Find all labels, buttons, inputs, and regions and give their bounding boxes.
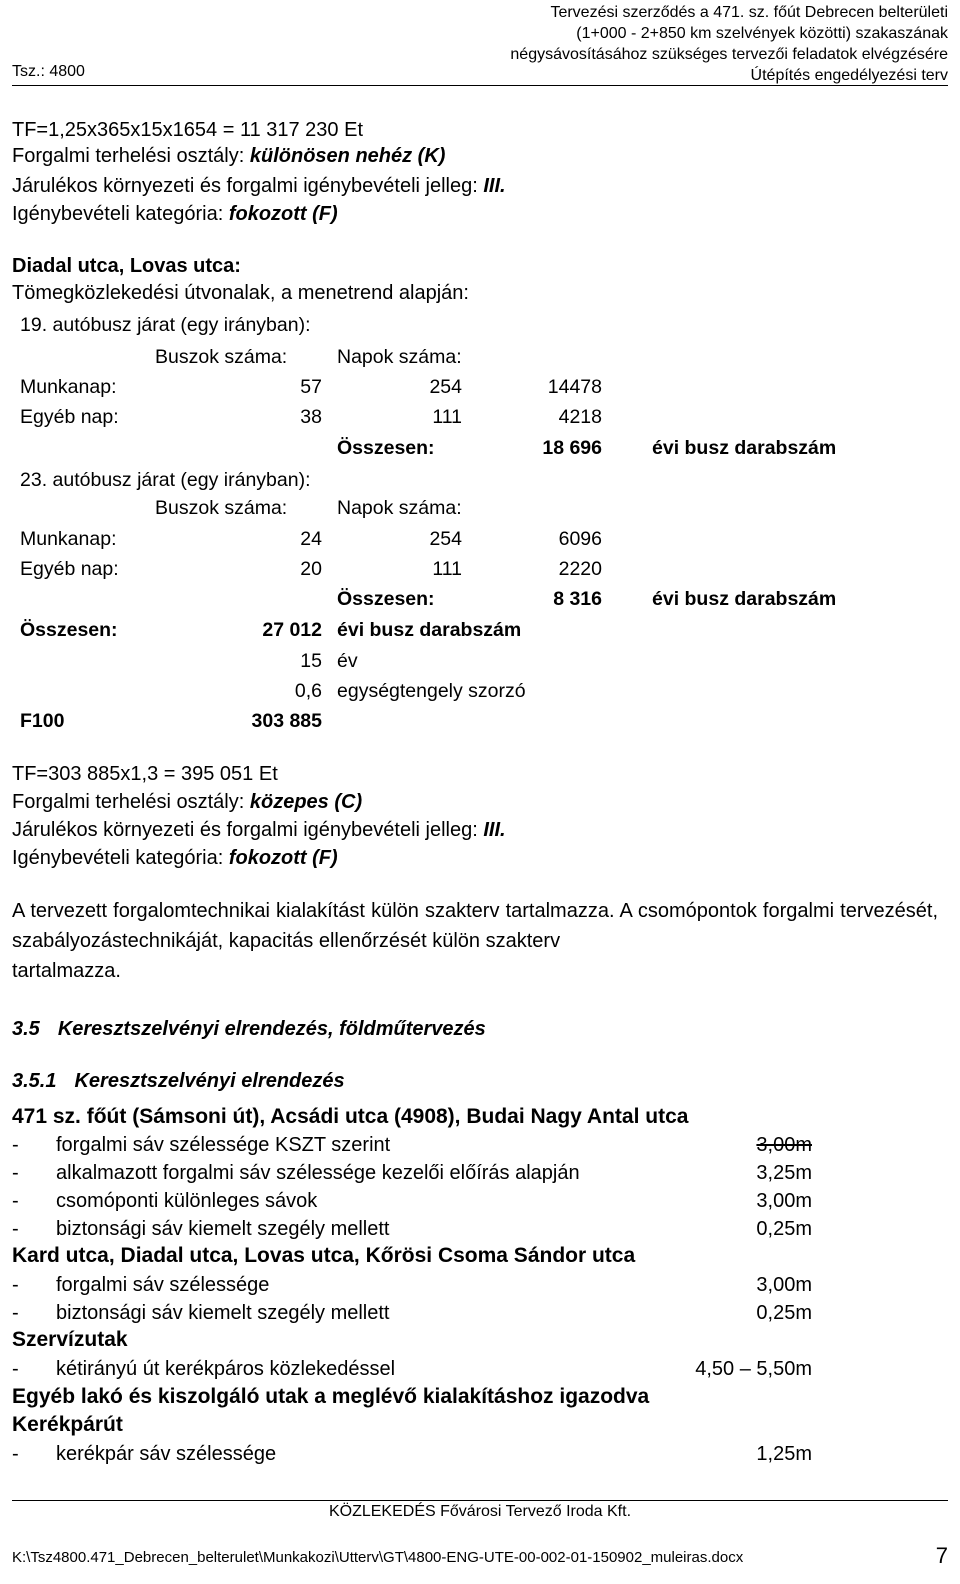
header-line: Útépítés engedélyezési terv xyxy=(750,67,948,84)
table-row: Egyéb nap: 38 111 4218 xyxy=(20,406,602,428)
env-class-value: III. xyxy=(483,819,506,841)
group-title-other: Egyéb lakó és kiszolgáló utak a meglévő kialakításhoz igazodva xyxy=(12,1385,650,1408)
route-23-header xyxy=(12,495,892,521)
col-days-header: Napok száma: xyxy=(337,346,462,368)
list-item: - kerékpár sáv szélessége 1,25m xyxy=(12,1443,812,1465)
section-heading-3-5: 3.5 Keresztszelvényi elrendezés, földműtervezés xyxy=(12,1018,486,1040)
group-title-471: 471 sz. főút (Sámsoni út), Acsádi utca (4908), Budai Nagy Antal utca xyxy=(12,1105,689,1128)
route-23-title: 23. autóbusz járat (egy irányban): xyxy=(20,469,311,491)
col-buses-header: Buszok száma: xyxy=(155,346,288,368)
load-category-1: Igénybevételi kategória: fokozott (F) xyxy=(12,203,338,225)
load-category-value: fokozott (F) xyxy=(228,203,338,225)
list-item: - forgalmi sáv szélessége 3,00m xyxy=(12,1274,812,1296)
route-19-sum: Összesen: 18 696 évi busz darabszám xyxy=(337,437,837,459)
header-title xyxy=(510,2,948,86)
axle-row: 0,6 egységtengely szorzó xyxy=(294,680,526,702)
col-buses-header: Buszok száma: xyxy=(155,497,288,519)
list-item: - kétirányú út kerékpáros közlekedéssel 4,50 – 5,50m xyxy=(12,1358,812,1380)
header-line: négysávosításához szükséges tervezői feladatok elvégzésére xyxy=(510,46,948,63)
route-19-header xyxy=(12,344,892,370)
file-path: K:\Tsz4800.471_Debrecen_belterulet\Munkakozi\Utterv\GT\4800-ENG-UTE-00-002-01-150902_muleiras.docx xyxy=(12,1549,744,1566)
header-line: Tervezési szerződés a 471. sz. főút Debrecen belterületi xyxy=(550,4,948,21)
load-category-value: fokozott (F) xyxy=(228,847,338,869)
section-heading-3-5-1: 3.5.1 Keresztszelvényi elrendezés xyxy=(12,1070,345,1092)
diadal-subtitle: Tömegközlekedési útvonalak, a menetrend alapján: xyxy=(12,282,469,304)
table-row: Egyéb nap: 20 111 2220 xyxy=(20,558,602,580)
env-class-1: Járulékos környezeti és forgalmi igénybevételi jelleg: III. xyxy=(12,175,506,197)
load-class-value: különösen nehéz (K) xyxy=(249,145,446,167)
col-days-header: Napok száma: xyxy=(337,497,462,519)
grand-total-row: Összesen: 27 012 évi busz darabszám xyxy=(20,619,522,641)
page-footer xyxy=(12,1500,948,1568)
table-row: Munkanap: 24 254 6096 xyxy=(20,528,602,550)
route-23-sum: Összesen: 8 316 évi busz darabszám xyxy=(337,588,837,610)
env-class-2: Járulékos környezeti és forgalmi igénybevételi jelleg: III. xyxy=(12,819,506,841)
load-class-value: közepes (C) xyxy=(249,791,363,813)
group-title-bike: Kerékpárút xyxy=(12,1413,123,1436)
group-title-kard: Kard utca, Diadal utca, Lovas utca, Kőrösi Csoma Sándor utca xyxy=(12,1244,636,1267)
group-title-service: Szervízutak xyxy=(12,1328,128,1351)
list-item: - biztonsági sáv kiemelt szegély mellett 0,25m xyxy=(12,1302,812,1324)
table-row: Munkanap: 57 254 14478 xyxy=(20,376,602,398)
load-class-1: Forgalmi terhelési osztály: különösen nehéz (K) xyxy=(12,145,446,167)
project-number: Tsz.: 4800 xyxy=(12,63,85,80)
list-item: - csomóponti különleges sávok 3,00m xyxy=(12,1190,812,1212)
diadal-title: Diadal utca, Lovas utca: xyxy=(12,255,241,277)
f100-row: F100 303 885 xyxy=(20,710,322,732)
tf-formula-2: TF=303 885x1,3 = 395 051 Et xyxy=(12,763,278,785)
page-header xyxy=(12,0,948,86)
route-19-title: 19. autóbusz járat (egy irányban): xyxy=(20,314,311,336)
list-item: - alkalmazott forgalmi sáv szélessége kezelői előírás alapján 3,25m xyxy=(12,1162,812,1184)
years-row: 15 év xyxy=(300,650,358,672)
page-number: 7 xyxy=(935,1543,948,1568)
list-item: - forgalmi sáv szélessége KSZT szerint 3,00m xyxy=(12,1134,812,1156)
header-line: (1+000 - 2+850 km szelvények közötti) szakaszának xyxy=(576,25,948,42)
load-class-2: Forgalmi terhelési osztály: közepes (C) xyxy=(12,791,363,813)
traffic-paragraph: A tervezett forgalomtechnikai kialakítást külön szakterv tartalmazza. A csomópontok forgalmi tervezését, szabályozástechnikáját, kapacitás ellenőrzését külön szakterv tartalmazza. xyxy=(12,900,938,982)
tf-formula-1: TF=1,25x365x15x1654 = 11 317 230 Et xyxy=(12,119,364,141)
list-item: - biztonsági sáv kiemelt szegély mellett 0,25m xyxy=(12,1218,812,1240)
env-class-value: III. xyxy=(483,175,506,197)
load-category-2: Igénybevételi kategória: fokozott (F) xyxy=(12,847,338,869)
company-name: KÖZLEKEDÉS Fővárosi Tervező Iroda Kft. xyxy=(328,1503,632,1520)
